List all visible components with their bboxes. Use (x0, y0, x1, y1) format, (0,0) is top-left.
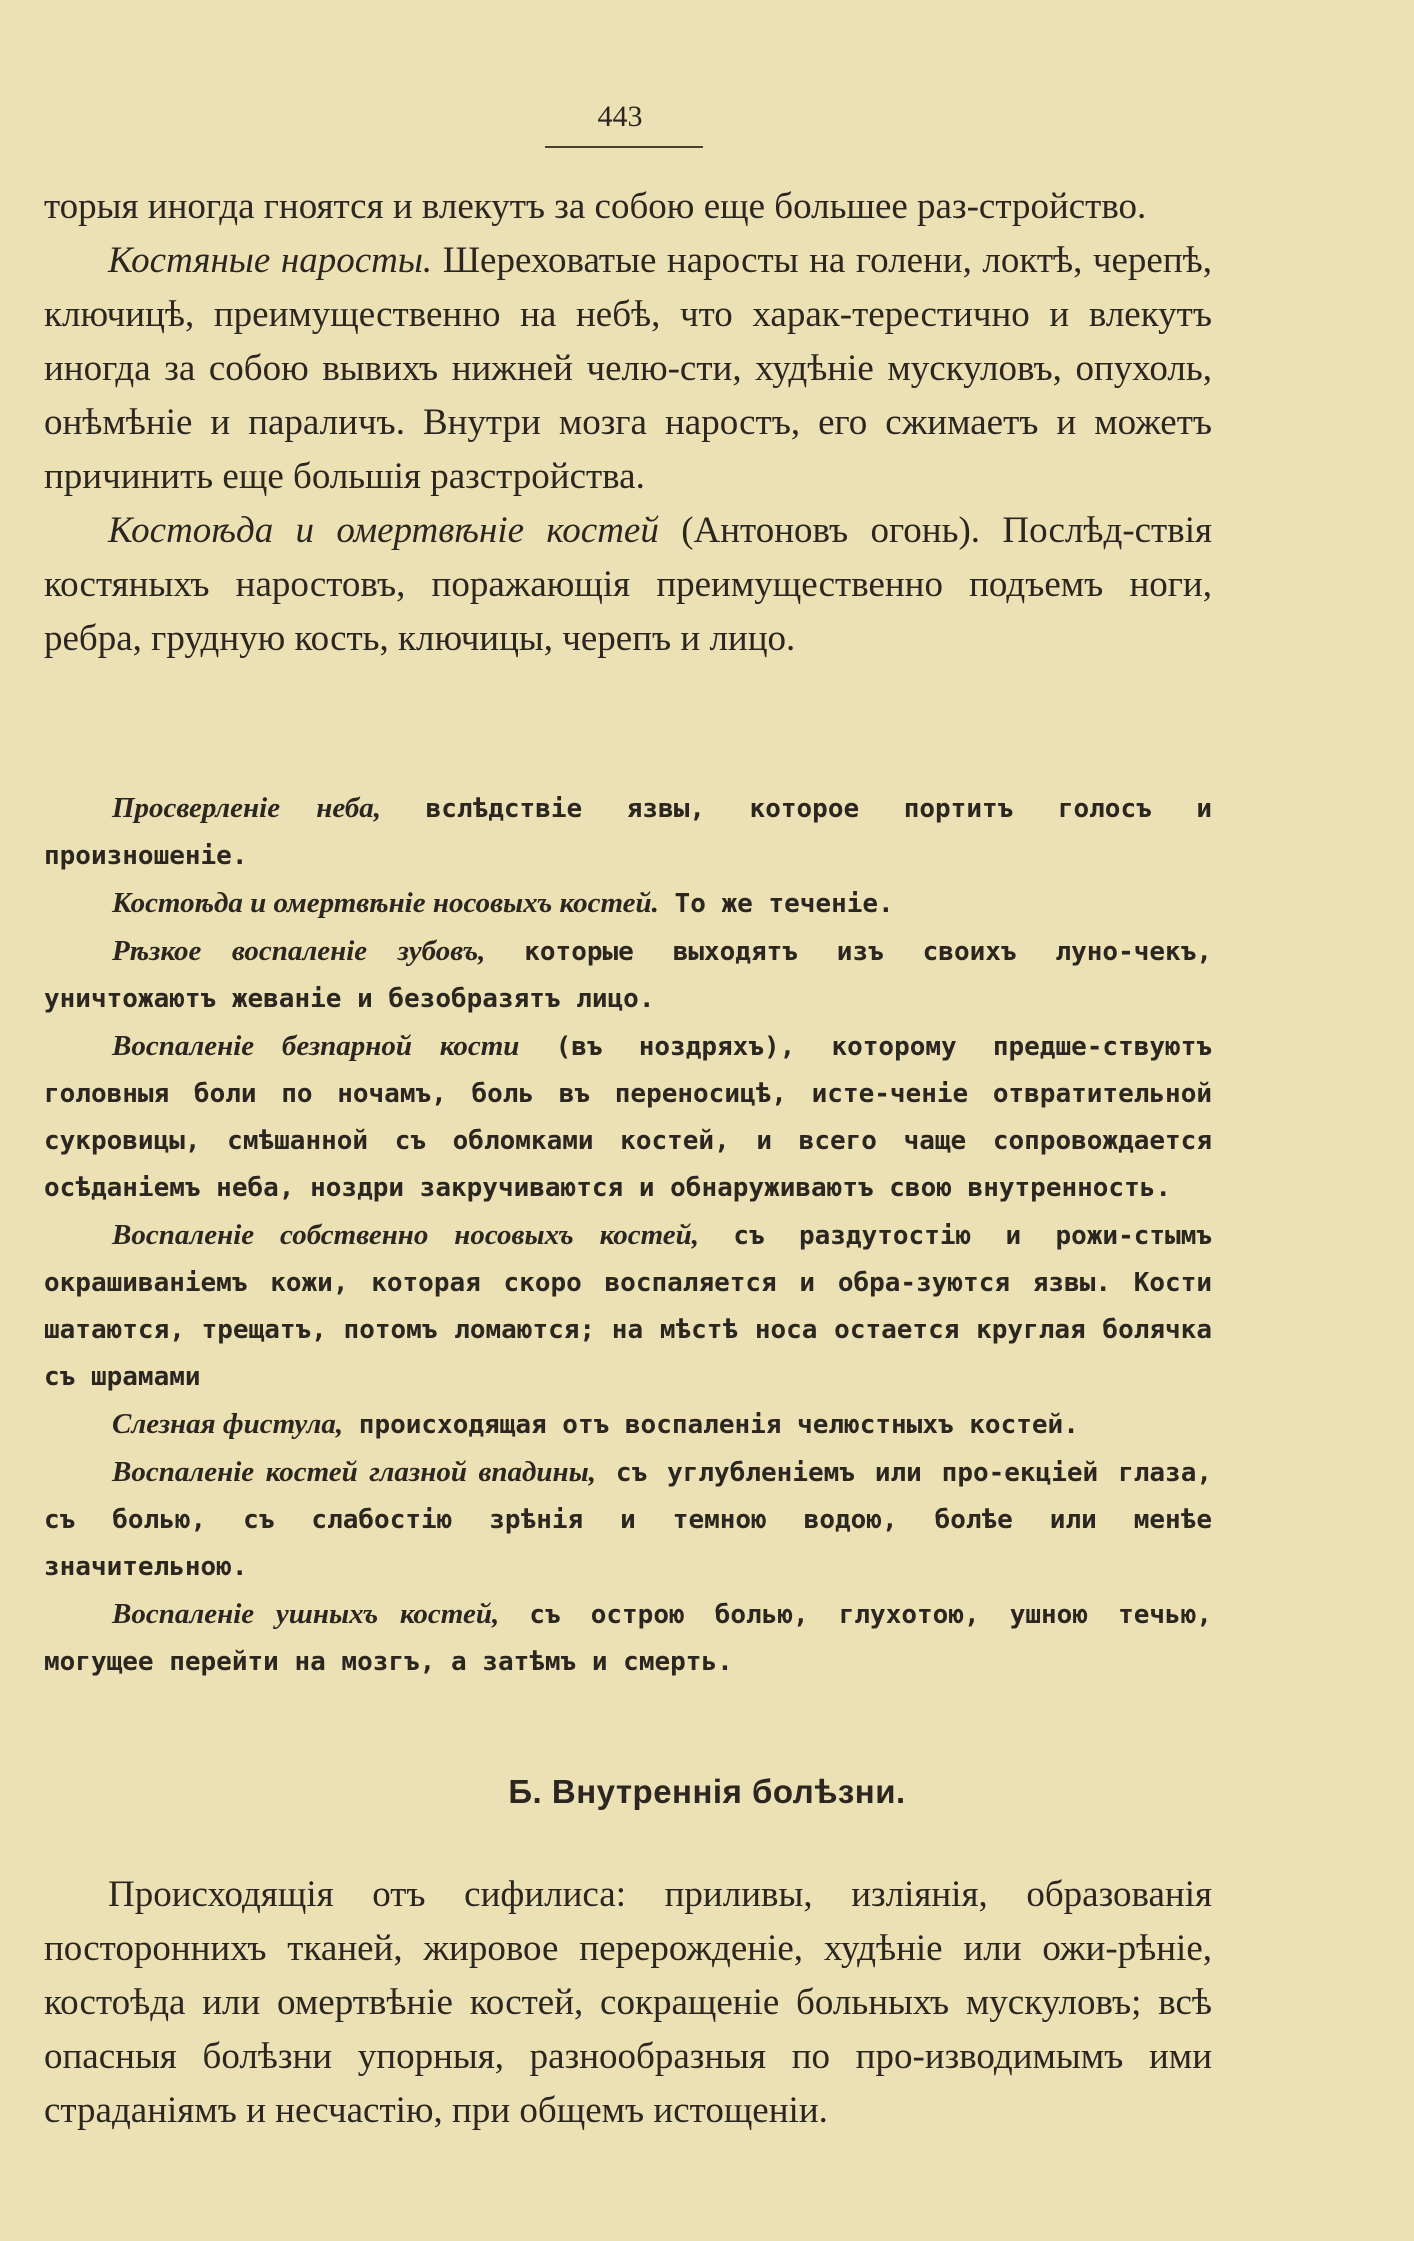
small-term: Воспаленіе безпарной кости (112, 1030, 520, 1062)
small-term: Воспаленіе костей глазной впадины, (112, 1456, 597, 1488)
small-text: (въ ноздряхъ), которому предше-ствуютъ головныя боли по ночамъ, боль въ переносицѣ, исте-ченіе отвратительной сукровицы, смѣшанной съ обломками костей, и всего чаще сопровождается осѣданіемъ неба, ноздри закручиваются и обнаруживаютъ свою внутренность. (44, 1032, 1212, 1203)
text-bony-growths: Шереховатые наросты на голени, локтѣ, черепѣ, ключицѣ, преимущественно на небѣ, что харак-терестично и влекутъ иногда за собою вывихъ нижней челю-сти, худѣніе мускуловъ, опухоль, онѣмѣніе и параличъ. Внутри мозга наростъ, его сжимаетъ и можетъ причинить еще большія разстройства. (44, 240, 1212, 497)
small-text: происходящая отъ воспаленія челюстныхъ костей. (343, 1410, 1079, 1440)
small-paragraph (44, 880, 1212, 928)
small-paragraph (44, 1212, 1212, 1401)
small-paragraph (44, 1591, 1212, 1686)
continuation-paragraph: торыя иногда гноятся и влекутъ за собою еще большее раз-стройство. (44, 186, 1147, 227)
small-term: Рѣзкое воспаленіе зубовъ, (112, 935, 486, 967)
page-number: 443 (597, 100, 643, 133)
small-paragraph (44, 1401, 1212, 1449)
header-rule (545, 146, 703, 148)
small-term: Просверленіе неба, (112, 792, 382, 824)
small-text: съ раздутостію и рожи-стымъ окрашиваніемъ кожи, которая скоро воспаляется и обра-зуются язвы. Кости шатаются, трещатъ, потомъ ломаются; на мѣстѣ носа остается круглая болячка съ шрамами (44, 1221, 1212, 1392)
section-body-2 (44, 1868, 1212, 2138)
small-term: Воспаленіе ушныхъ костей, (112, 1598, 500, 1630)
small-paragraph (44, 928, 1212, 1023)
text-caries: (Антоновъ огонь). Послѣд-ствія костяныхъ наростовъ, поражающія преимущественно подъемъ ноги, ребра, грудную кость, ключицы, черепъ и лицо. (44, 510, 1212, 659)
small-text: которые выходятъ изъ своихъ луно-чекъ, уничтожаютъ жеваніе и безобразятъ лицо. (44, 937, 1212, 1014)
small-text: вслѣдствіе язвы, которое портитъ голосъ и произношеніе. (44, 794, 1212, 871)
small-paragraph (44, 1449, 1212, 1591)
final-paragraph: Происходящія отъ сифилиса: приливы, изліянія, образованія постороннихъ тканей, жировое перерожденіе, худѣніе или ожи-рѣніе, костоѣда или омертвѣніе костей, сокращеніе больныхъ мускуловъ; всѣ опасныя болѣзни упорныя, разнообразныя по про-изводимымъ ими страданіямъ и несчастію, при общемъ истощеніи. (44, 1874, 1212, 2131)
small-text: То же теченіе. (658, 889, 894, 919)
small-term: Слезная фистула, (112, 1408, 344, 1440)
small-text: съ углубленіемъ или про-екціей глаза, съ болью, съ слабостію зрѣнія и темною водою, болѣе или менѣе значительною. (44, 1458, 1212, 1582)
small-term: Костоѣда и омертвѣніе носовыхъ костей. (112, 887, 659, 919)
term-bony-growths: Костяные наросты. (108, 240, 433, 281)
small-text: съ острою болью, глухотою, ушною течью, могущее перейти на мозгъ, а затѣмъ и смерть. (44, 1600, 1212, 1677)
small-term: Воспаленіе собственно носовыхъ костей, (112, 1219, 700, 1251)
small-paragraph (44, 1023, 1212, 1212)
section-heading: Б. Внутреннія болѣзни. (508, 1773, 906, 1810)
term-caries: Костоѣда и омертвѣніе костей (108, 510, 659, 551)
paragraph-bony-growths (44, 234, 1212, 504)
section-body-1 (44, 180, 1212, 666)
small-paragraph (44, 785, 1212, 880)
small-print-list (44, 785, 1212, 1686)
paragraph-caries (44, 504, 1212, 666)
